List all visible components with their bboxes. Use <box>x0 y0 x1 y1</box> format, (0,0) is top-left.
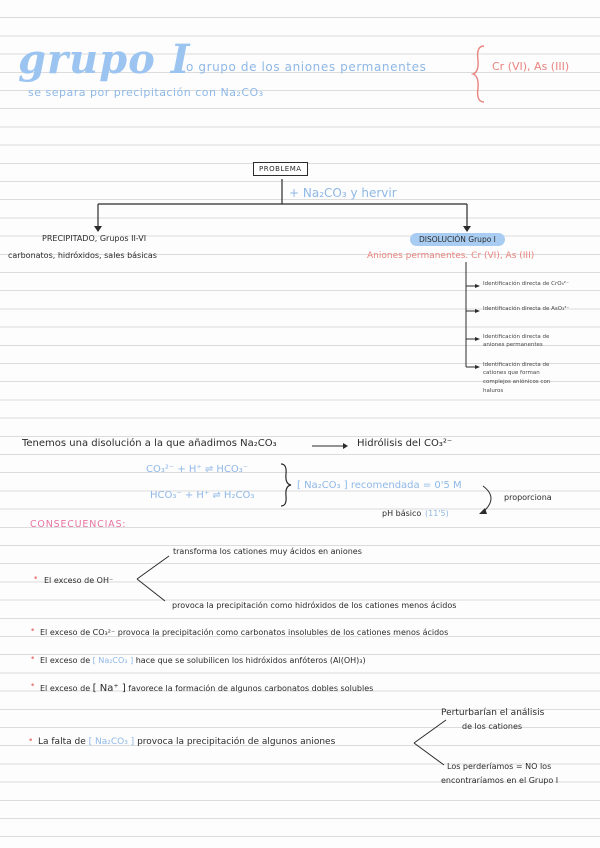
co3-consequence: El exceso de CO₃²⁻ provoca la precipitación como carbonatos insolubles de los cationes menos ácidos <box>40 628 449 637</box>
ph-value: (11'5) <box>425 509 449 518</box>
oh-lower-note: provoca la precipitación como hidróxidos de los cationes menos ácidos <box>172 601 457 610</box>
provides-label: proporciona <box>504 493 552 502</box>
branch-lines <box>412 718 452 768</box>
flow-diagram-lines <box>0 0 600 420</box>
arrow-right-icon <box>310 441 350 451</box>
na2co3-consequence: El exceso de [ Na₂CO₃ ] hace que se solubilicen los hidróxidos anfóteros (Al(OH)₃) <box>40 656 366 665</box>
oh-excess-label: El exceso de OH⁻ <box>44 576 114 585</box>
problem-box: PROBLEMA <box>253 162 308 176</box>
lack-upper-line2: de los cationes <box>462 722 523 731</box>
lack-lower-line2: encontraríamos en el Grupo I <box>441 776 559 785</box>
solution-desc: Aniones permanentes. Cr (VI), As (III) <box>367 251 535 261</box>
brace-note: Cr (VI), As (III) <box>492 60 570 73</box>
precipitate-desc: carbonatos, hidróxidos, sales básicas <box>8 251 157 260</box>
step-4-line3: complejos aniónicos con haluros <box>483 379 551 394</box>
page-title: grupo I <box>18 36 191 83</box>
lack-lower-line1: Los perderíamos = NO los <box>447 762 552 771</box>
equation-1: CO₃²⁻ + H⁺ ⇌ HCO₃⁻ <box>146 464 249 475</box>
step-4-line1: Identificación directa de <box>483 362 550 368</box>
bullet-icon: • <box>30 626 36 636</box>
solution-pill: DISOLUCIÓN Grupo I <box>410 233 505 246</box>
title-subtitle: o grupo de los aniones permanentes <box>186 60 427 74</box>
curved-arrow-icon <box>475 484 505 518</box>
oh-upper-note: transforma los cationes muy ácidos en aniones <box>173 547 362 556</box>
step-3-line2: aniones permanentes <box>483 342 543 348</box>
reagent-label: + Na₂CO₃ y hervir <box>289 186 397 200</box>
hydrolysis-result: Hidrólisis del CO₃²⁻ <box>357 438 453 449</box>
lack-consequence: La falta de [ Na₂CO₃ ] provoca la precipitación de algunos aniones <box>38 737 336 747</box>
step-3-line1: Identificación directa de <box>483 334 550 340</box>
precipitate-title: PRECIPITADO, Grupos II-VI <box>42 234 147 243</box>
curly-brace-icon <box>278 462 294 508</box>
bullet-icon: • <box>30 681 36 691</box>
ph-label: pH básico <box>382 509 422 518</box>
branch-lines <box>135 554 175 604</box>
bullet-icon: • <box>28 736 34 746</box>
concentration-note: [ Na₂CO₃ ] recomendada = 0'5 M <box>297 480 462 491</box>
step-4-line2: cationes que forman <box>483 370 540 376</box>
intro-text: Tenemos una disolución a la que añadimos Na₂CO₃ <box>22 438 277 449</box>
title-line2: se separa por precipitación con Na₂CO₃ <box>28 86 264 99</box>
na-consequence: El exceso de [ Na⁺ ] favorece la formación de algunos carbonatos dobles solubles <box>40 683 374 694</box>
bullet-icon: • <box>33 574 39 584</box>
consequences-heading: CONSECUENCIAS: <box>30 519 127 530</box>
step-1: Identificación directa de CrO₄²⁻ <box>483 281 569 287</box>
bullet-icon: • <box>30 654 36 664</box>
equation-2: HCO₃⁻ + H⁺ ⇌ H₂CO₃ <box>150 490 255 501</box>
lack-upper-line1: Perturbarían el análisis <box>441 708 545 718</box>
step-2: Identificación directa de AsO₃³⁻ <box>483 306 570 312</box>
